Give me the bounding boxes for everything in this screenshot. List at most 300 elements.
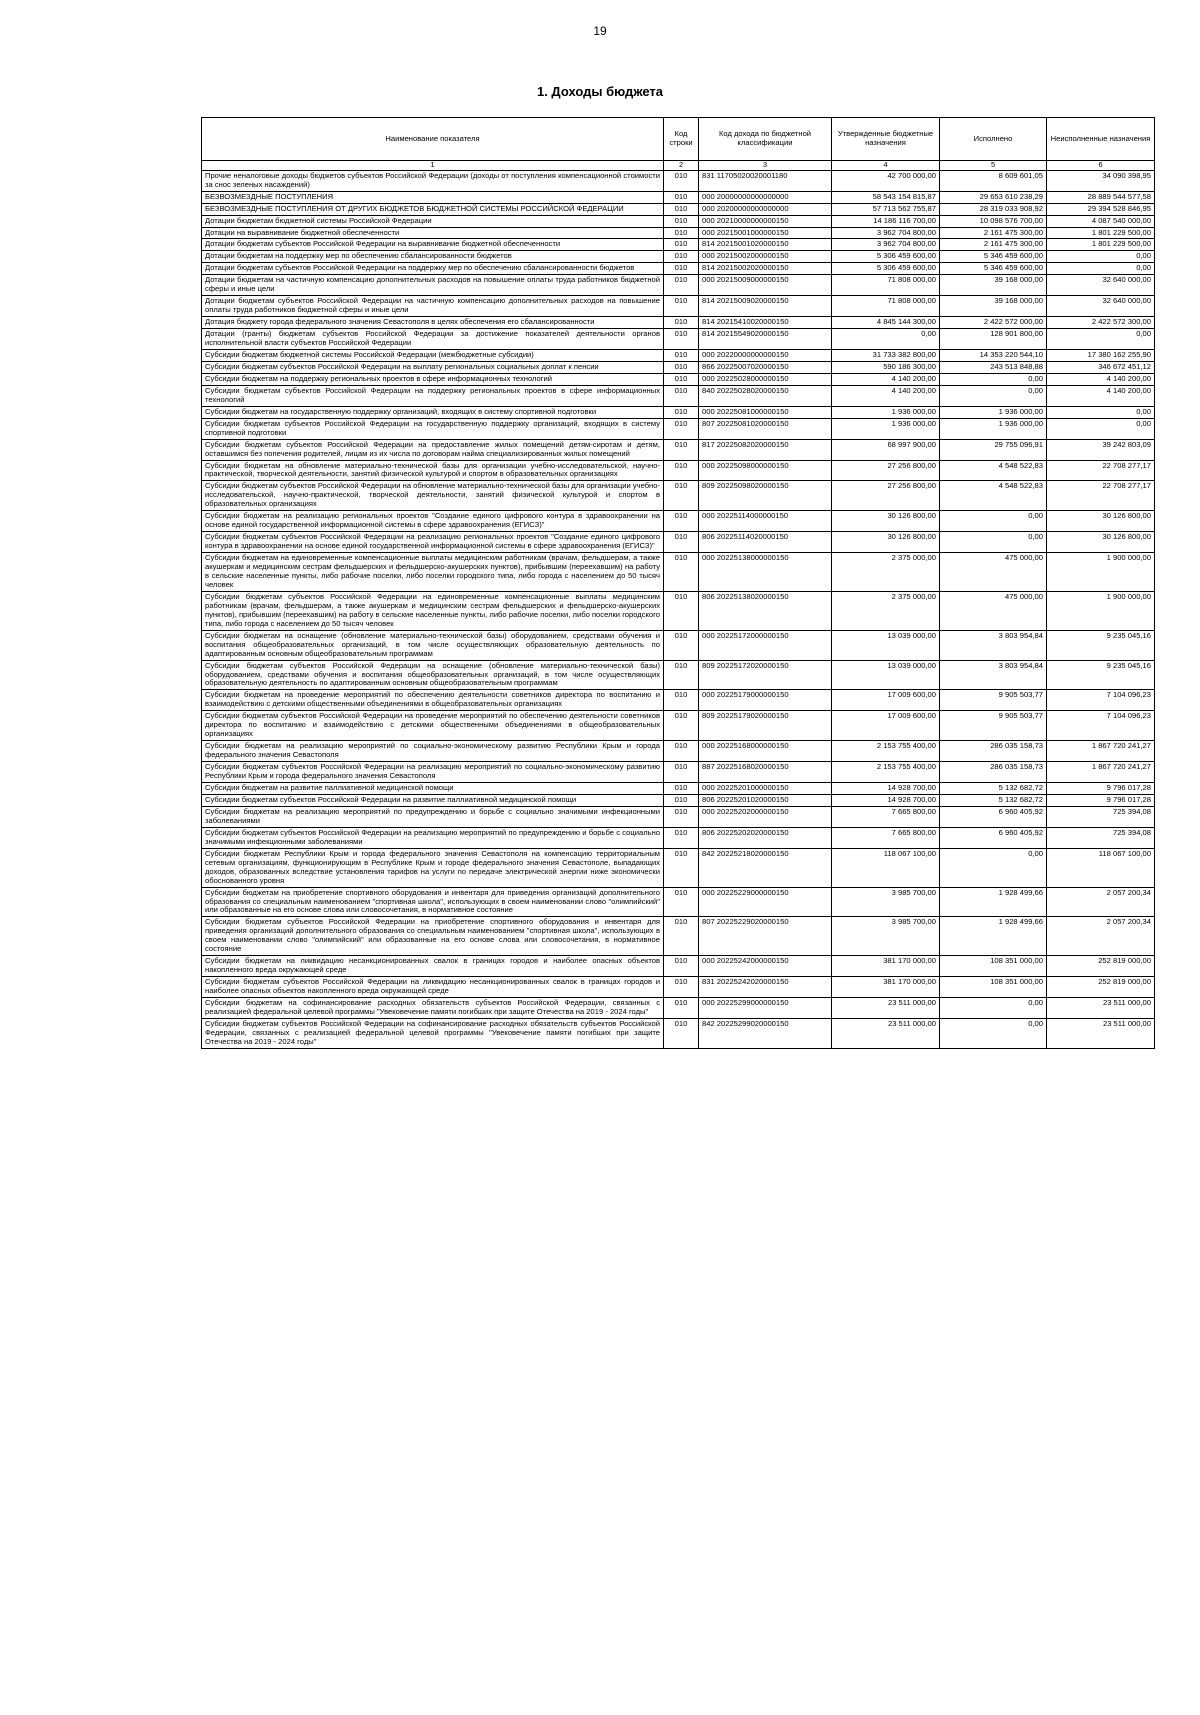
row-line-code: 010	[664, 251, 699, 263]
table-row	[202, 917, 1155, 956]
row-line-code: 010	[664, 191, 699, 203]
row-approved-amount: 0,00	[832, 329, 940, 350]
row-approved-amount: 7 665 800,00	[832, 806, 940, 827]
row-income-code: 806 20225202020000150	[699, 827, 832, 848]
table-row	[202, 191, 1155, 203]
row-approved-amount: 58 543 154 815,87	[832, 191, 940, 203]
row-unexecuted-amount: 9 235 045,16	[1047, 630, 1155, 660]
row-approved-amount: 14 928 700,00	[832, 783, 940, 795]
column-number: 5	[940, 161, 1047, 171]
row-executed-amount: 8 609 601,05	[940, 170, 1047, 191]
row-line-code: 010	[664, 711, 699, 741]
row-income-code: 000 20210000000000150	[699, 215, 832, 227]
row-income-code: 000 20225299000000150	[699, 998, 832, 1019]
row-unexecuted-amount: 1 801 229 500,00	[1047, 227, 1155, 239]
row-executed-amount: 2 422 572 000,00	[940, 317, 1047, 329]
row-income-code: 814 20215001020000150	[699, 239, 832, 251]
row-approved-amount: 118 067 100,00	[832, 848, 940, 887]
row-approved-amount: 4 140 200,00	[832, 385, 940, 406]
row-executed-amount: 6 960 405,92	[940, 806, 1047, 827]
header-executed: Исполнено	[940, 118, 1047, 161]
row-approved-amount: 3 962 704 800,00	[832, 227, 940, 239]
row-indicator-name: Субсидии бюджетам субъектов Российской Федерации на единовременные компенсационные выплаты медицинским работникам (врачам, фельдшерам, а также акушеркам и медицинским сестрам фельдшерских и фельдшерско-акушерских пунктов), прибывшим (переехавшим) на работу в сельские населенные пункты, либо рабочие поселки, либо поселки городского типа, либо города с населением до 50 тысяч человек	[202, 591, 664, 630]
row-approved-amount: 3 962 704 800,00	[832, 239, 940, 251]
row-indicator-name: Субсидии бюджетам субъектов Российской Федерации на поддержку региональных проектов в сфере информационных технологий	[202, 385, 664, 406]
header-income-code: Код дохода по бюджетной классификации	[699, 118, 832, 161]
row-approved-amount: 3 985 700,00	[832, 917, 940, 956]
row-unexecuted-amount: 28 889 544 577,58	[1047, 191, 1155, 203]
row-unexecuted-amount: 32 640 000,00	[1047, 275, 1155, 296]
row-executed-amount: 10 098 576 700,00	[940, 215, 1047, 227]
row-approved-amount: 2 375 000,00	[832, 553, 940, 592]
row-unexecuted-amount: 2 057 200,34	[1047, 887, 1155, 917]
row-executed-amount: 5 346 459 600,00	[940, 251, 1047, 263]
row-line-code: 010	[664, 806, 699, 827]
row-income-code: 887 20225168020000150	[699, 762, 832, 783]
row-approved-amount: 3 985 700,00	[832, 887, 940, 917]
row-indicator-name: Субсидии бюджетам субъектов Российской Федерации на реализацию мероприятий по социально-экономическому развитию Республики Крым и города федерального значения Севастополя	[202, 762, 664, 783]
row-line-code: 010	[664, 591, 699, 630]
row-income-code: 842 20225218020000150	[699, 848, 832, 887]
row-unexecuted-amount: 7 104 096,23	[1047, 711, 1155, 741]
table-body	[202, 170, 1155, 1048]
row-indicator-name: Субсидии бюджетам на единовременные компенсационные выплаты медицинским работникам (врачам, фельдшерам, а также акушеркам и медицинским сестрам фельдшерских и фельдшерско-акушерских пунктов), прибывшим (переехавшим) на работу в сельские населенные пункты, либо рабочие поселки, либо поселки городского типа, либо города с населением до 50 тысяч человек	[202, 553, 664, 592]
row-line-code: 010	[664, 296, 699, 317]
table-row	[202, 711, 1155, 741]
row-approved-amount: 57 713 562 755,87	[832, 203, 940, 215]
table-row	[202, 170, 1155, 191]
row-indicator-name: Субсидии бюджетам субъектов Российской Федерации на государственную поддержку организаций, входящих в систему спортивной подготовки	[202, 418, 664, 439]
row-executed-amount: 39 168 000,00	[940, 296, 1047, 317]
row-income-code: 000 20225138000000150	[699, 553, 832, 592]
row-indicator-name: Дотация бюджету города федерального значения Севастополя в целях обеспечения его сбалансированности	[202, 317, 664, 329]
table-row	[202, 783, 1155, 795]
row-unexecuted-amount: 39 242 803,09	[1047, 439, 1155, 460]
row-income-code: 000 20225242000000150	[699, 956, 832, 977]
row-line-code: 010	[664, 203, 699, 215]
row-line-code: 010	[664, 553, 699, 592]
table-row	[202, 1018, 1155, 1048]
table-row	[202, 630, 1155, 660]
row-income-code: 000 20200000000000000	[699, 203, 832, 215]
table-row	[202, 660, 1155, 690]
table-row	[202, 385, 1155, 406]
row-income-code: 806 20225138020000150	[699, 591, 832, 630]
row-unexecuted-amount: 0,00	[1047, 406, 1155, 418]
row-indicator-name: Субсидии бюджетам субъектов Российской Федерации на реализацию мероприятий по предупреждению и борьбе с социально значимыми инфекционными заболеваниями	[202, 827, 664, 848]
row-unexecuted-amount: 1 900 000,00	[1047, 591, 1155, 630]
row-income-code: 831 11705020020001180	[699, 170, 832, 191]
row-indicator-name: БЕЗВОЗМЕЗДНЫЕ ПОСТУПЛЕНИЯ	[202, 191, 664, 203]
row-executed-amount: 0,00	[940, 532, 1047, 553]
table-row	[202, 887, 1155, 917]
row-indicator-name: Субсидии бюджетам на оснащение (обновление материально-технической базы) оборудованием, средствами обучения и воспитания общеобразовательных организаций, в том числе осуществляющих образовательную деятельность по адаптированным основным общеобразовательным программам	[202, 630, 664, 660]
row-indicator-name: Субсидии бюджетам на реализацию мероприятий по социально-экономическому развитию Республики Крым и города федерального значения Севастополя	[202, 741, 664, 762]
row-indicator-name: Дотации бюджетам бюджетной системы Российской Федерации	[202, 215, 664, 227]
row-approved-amount: 4 140 200,00	[832, 373, 940, 385]
row-unexecuted-amount: 1 900 000,00	[1047, 553, 1155, 592]
row-indicator-name: Субсидии бюджетам на реализацию региональных проектов "Создание единого цифрового контура в здравоохранении на основе единой государственной информационной системы в сфере здравоохранения (ЕГИСЗ)"	[202, 511, 664, 532]
row-executed-amount: 286 035 158,73	[940, 741, 1047, 762]
row-unexecuted-amount: 30 126 800,00	[1047, 532, 1155, 553]
row-unexecuted-amount: 725 394,08	[1047, 806, 1155, 827]
row-line-code: 010	[664, 977, 699, 998]
table-row	[202, 998, 1155, 1019]
row-approved-amount: 14 186 116 700,00	[832, 215, 940, 227]
row-line-code: 010	[664, 418, 699, 439]
row-approved-amount: 23 511 000,00	[832, 1018, 940, 1048]
row-income-code: 809 20225172020000150	[699, 660, 832, 690]
row-indicator-name: Субсидии бюджетам субъектов Российской Федерации на софинансирование расходных обязательств субъектов Российской Федерации, связанных с реализацией федеральной целевой программы "Увековечение памяти погибших при защите Отечества на 2019 - 2024 годы"	[202, 1018, 664, 1048]
row-indicator-name: Субсидии бюджетам субъектов Российской Федерации на реализацию региональных проектов "Создание единого цифрового контура в здравоохранении на основе единой государственной информационной системы в сфере здравоохранения (ЕГИСЗ)"	[202, 532, 664, 553]
table-row	[202, 227, 1155, 239]
row-income-code: 000 20225114000000150	[699, 511, 832, 532]
row-approved-amount: 30 126 800,00	[832, 511, 940, 532]
row-line-code: 010	[664, 481, 699, 511]
row-line-code: 010	[664, 660, 699, 690]
row-approved-amount: 4 845 144 300,00	[832, 317, 940, 329]
row-approved-amount: 17 009 600,00	[832, 711, 940, 741]
row-unexecuted-amount: 725 394,08	[1047, 827, 1155, 848]
row-unexecuted-amount: 32 640 000,00	[1047, 296, 1155, 317]
table-row	[202, 406, 1155, 418]
row-income-code: 000 20225098000000150	[699, 460, 832, 481]
row-indicator-name: Субсидии бюджетам на приобретение спортивного оборудования и инвентаря для приведения организаций дополнительного образования со специальным наименованием "спортивная школа", использующих в своем наименовании слово "олимпийский" или образованные на его основе слова или словосочетания, в нормативное состояние	[202, 887, 664, 917]
row-income-code: 000 20225201000000150	[699, 783, 832, 795]
row-income-code: 000 20215001000000150	[699, 227, 832, 239]
row-approved-amount: 13 039 000,00	[832, 630, 940, 660]
row-executed-amount: 2 161 475 300,00	[940, 227, 1047, 239]
row-indicator-name: Субсидии бюджетам субъектов Российской Федерации на оснащение (обновление материально-технической базы) оборудованием, средствами обучения и воспитания общеобразовательных организаций, в том числе осуществляющих образовательную деятельность по адаптированным основным общеобразовательным программам	[202, 660, 664, 690]
table-row	[202, 373, 1155, 385]
row-approved-amount: 2 375 000,00	[832, 591, 940, 630]
row-income-code: 806 20225201020000150	[699, 794, 832, 806]
row-executed-amount: 1 936 000,00	[940, 406, 1047, 418]
row-unexecuted-amount: 23 511 000,00	[1047, 1018, 1155, 1048]
row-approved-amount: 381 170 000,00	[832, 977, 940, 998]
row-line-code: 010	[664, 373, 699, 385]
row-indicator-name: Субсидии бюджетам на обновление материально-технической базы для организации учебно-исследовательской, научно-практической, творческой деятельности, занятий физической культурой и спортом в образовательных организациях	[202, 460, 664, 481]
row-approved-amount: 381 170 000,00	[832, 956, 940, 977]
row-indicator-name: Дотации бюджетам субъектов Российской Федерации на поддержку мер по обеспечению сбалансированности бюджетов	[202, 263, 664, 275]
column-number: 3	[699, 161, 832, 171]
table-row	[202, 794, 1155, 806]
row-income-code: 000 20225202000000150	[699, 806, 832, 827]
row-approved-amount: 17 009 600,00	[832, 690, 940, 711]
row-indicator-name: Субсидии бюджетам субъектов Российской Федерации на проведение мероприятий по обеспечению деятельности советников директора по воспитанию и взаимодействию с детскими общественными объединениями в общеобразовательных организациях	[202, 711, 664, 741]
table-row	[202, 690, 1155, 711]
row-income-code: 000 20225229000000150	[699, 887, 832, 917]
row-indicator-name: Субсидии бюджетам на проведение мероприятий по обеспечению деятельности советников директора по воспитанию и взаимодействию с детскими общественными объединениями в общеобразовательных организациях	[202, 690, 664, 711]
row-unexecuted-amount: 23 511 000,00	[1047, 998, 1155, 1019]
row-indicator-name: Субсидии бюджетам субъектов Российской Федерации на ликвидацию несанкционированных свалок в границах городов и наиболее опасных объектов накопленного вреда окружающей среде	[202, 977, 664, 998]
row-line-code: 010	[664, 227, 699, 239]
table-row	[202, 203, 1155, 215]
row-executed-amount: 0,00	[940, 385, 1047, 406]
row-unexecuted-amount: 9 796 017,28	[1047, 783, 1155, 795]
table-row	[202, 741, 1155, 762]
table-row	[202, 806, 1155, 827]
table-row	[202, 361, 1155, 373]
row-unexecuted-amount: 22 708 277,17	[1047, 481, 1155, 511]
row-unexecuted-amount: 9 796 017,28	[1047, 794, 1155, 806]
row-executed-amount: 1 928 499,66	[940, 887, 1047, 917]
row-line-code: 010	[664, 460, 699, 481]
row-income-code: 000 20225081000000150	[699, 406, 832, 418]
table-header-row	[202, 118, 1155, 161]
column-number: 2	[664, 161, 699, 171]
row-unexecuted-amount: 0,00	[1047, 263, 1155, 275]
row-line-code: 010	[664, 275, 699, 296]
row-line-code: 010	[664, 1018, 699, 1048]
row-executed-amount: 9 905 503,77	[940, 711, 1047, 741]
row-line-code: 010	[664, 741, 699, 762]
row-indicator-name: Дотации (гранты) бюджетам субъектов Российской Федерации за достижение показателей деятельности органов исполнительной власти субъектов Российской Федерации	[202, 329, 664, 350]
row-executed-amount: 2 161 475 300,00	[940, 239, 1047, 251]
row-line-code: 010	[664, 690, 699, 711]
row-income-code: 831 20225242020000150	[699, 977, 832, 998]
row-line-code: 010	[664, 239, 699, 251]
row-line-code: 010	[664, 532, 699, 553]
row-income-code: 000 20225168000000150	[699, 741, 832, 762]
table-row	[202, 956, 1155, 977]
row-income-code: 817 20225082020000150	[699, 439, 832, 460]
table-row	[202, 263, 1155, 275]
row-income-code: 000 20220000000000150	[699, 349, 832, 361]
table-row	[202, 481, 1155, 511]
row-approved-amount: 23 511 000,00	[832, 998, 940, 1019]
row-income-code: 000 20215009000000150	[699, 275, 832, 296]
row-line-code: 010	[664, 887, 699, 917]
row-unexecuted-amount: 34 090 398,95	[1047, 170, 1155, 191]
row-executed-amount: 4 548 522,83	[940, 460, 1047, 481]
row-line-code: 010	[664, 630, 699, 660]
row-executed-amount: 108 351 000,00	[940, 977, 1047, 998]
row-unexecuted-amount: 252 819 000,00	[1047, 977, 1155, 998]
row-income-code: 000 20225172000000150	[699, 630, 832, 660]
table-row	[202, 460, 1155, 481]
row-unexecuted-amount: 0,00	[1047, 251, 1155, 263]
table-row	[202, 439, 1155, 460]
row-income-code: 000 20225179000000150	[699, 690, 832, 711]
row-line-code: 010	[664, 956, 699, 977]
page-number: 19	[593, 24, 607, 38]
row-income-code: 809 20225098020000150	[699, 481, 832, 511]
row-income-code: 000 20000000000000000	[699, 191, 832, 203]
row-executed-amount: 9 905 503,77	[940, 690, 1047, 711]
header-indicator-name: Наименование показателя	[202, 118, 664, 161]
table-row	[202, 977, 1155, 998]
row-approved-amount: 71 808 000,00	[832, 296, 940, 317]
row-approved-amount: 2 153 755 400,00	[832, 741, 940, 762]
row-income-code: 814 20215002020000150	[699, 263, 832, 275]
row-executed-amount: 475 000,00	[940, 591, 1047, 630]
row-line-code: 010	[664, 406, 699, 418]
row-line-code: 010	[664, 794, 699, 806]
row-approved-amount: 5 306 459 600,00	[832, 263, 940, 275]
row-executed-amount: 243 513 848,88	[940, 361, 1047, 373]
row-indicator-name: Дотации на выравнивание бюджетной обеспеченности	[202, 227, 664, 239]
row-executed-amount: 286 035 158,73	[940, 762, 1047, 783]
row-line-code: 010	[664, 917, 699, 956]
row-executed-amount: 5 132 682,72	[940, 783, 1047, 795]
row-executed-amount: 3 803 954,84	[940, 630, 1047, 660]
row-approved-amount: 27 256 800,00	[832, 460, 940, 481]
row-unexecuted-amount: 9 235 045,16	[1047, 660, 1155, 690]
row-executed-amount: 4 548 522,83	[940, 481, 1047, 511]
row-line-code: 010	[664, 263, 699, 275]
table-row	[202, 251, 1155, 263]
header-line-code: Код строки	[664, 118, 699, 161]
table-row	[202, 553, 1155, 592]
row-indicator-name: Субсидии бюджетам на государственную поддержку организаций, входящих в систему спортивной подготовки	[202, 406, 664, 418]
row-indicator-name: Субсидии бюджетам субъектов Российской Федерации на обновление материально-технической базы для организации учебно-исследовательской, научно-практической, творческой деятельности, занятий физической культурой и спортом в образовательных организациях	[202, 481, 664, 511]
row-indicator-name: Субсидии бюджетам бюджетной системы Российской Федерации (межбюджетные субсидии)	[202, 349, 664, 361]
row-unexecuted-amount: 29 394 528 846,95	[1047, 203, 1155, 215]
row-unexecuted-amount: 2 057 200,34	[1047, 917, 1155, 956]
row-indicator-name: Субсидии бюджетам субъектов Российской Федерации на приобретение спортивного оборудования и инвентаря для приведения организаций дополнительного образования со специальным наименованием "спортивная школа", использующих в своем наименовании слово "олимпийский" или образованные на его основе слова или словосочетания, в нормативное состояние	[202, 917, 664, 956]
row-approved-amount: 7 665 800,00	[832, 827, 940, 848]
row-indicator-name: Субсидии бюджетам на развитие паллиативной медицинской помощи	[202, 783, 664, 795]
row-unexecuted-amount: 1 867 720 241,27	[1047, 762, 1155, 783]
row-unexecuted-amount: 346 672 451,12	[1047, 361, 1155, 373]
row-executed-amount: 0,00	[940, 373, 1047, 385]
row-unexecuted-amount: 17 380 162 255,90	[1047, 349, 1155, 361]
row-indicator-name: Дотации бюджетам на поддержку мер по обеспечению сбалансированности бюджетов	[202, 251, 664, 263]
row-unexecuted-amount: 118 067 100,00	[1047, 848, 1155, 887]
table-row	[202, 848, 1155, 887]
table-row	[202, 591, 1155, 630]
budget-income-table	[201, 117, 1155, 1049]
row-unexecuted-amount: 30 126 800,00	[1047, 511, 1155, 532]
row-income-code: 809 20225179020000150	[699, 711, 832, 741]
table-row	[202, 511, 1155, 532]
row-indicator-name: Дотации бюджетам субъектов Российской Федерации на частичную компенсацию дополнительных расходов на повышение оплаты труда работников бюджетной сферы и иные цели	[202, 296, 664, 317]
row-executed-amount: 128 901 800,00	[940, 329, 1047, 350]
table-row	[202, 296, 1155, 317]
row-unexecuted-amount: 4 140 200,00	[1047, 385, 1155, 406]
column-number: 1	[202, 161, 664, 171]
row-executed-amount: 14 353 220 544,10	[940, 349, 1047, 361]
row-indicator-name: Субсидии бюджетам на поддержку региональных проектов в сфере информационных технологий	[202, 373, 664, 385]
table-row	[202, 275, 1155, 296]
row-unexecuted-amount: 4 087 540 000,00	[1047, 215, 1155, 227]
row-executed-amount: 0,00	[940, 848, 1047, 887]
row-income-code: 814 20215410020000150	[699, 317, 832, 329]
row-approved-amount: 2 153 755 400,00	[832, 762, 940, 783]
row-executed-amount: 108 351 000,00	[940, 956, 1047, 977]
table-row	[202, 762, 1155, 783]
row-income-code: 814 20215549020000150	[699, 329, 832, 350]
row-income-code: 000 20225028000000150	[699, 373, 832, 385]
column-number: 6	[1047, 161, 1155, 171]
row-unexecuted-amount: 0,00	[1047, 329, 1155, 350]
row-line-code: 010	[664, 329, 699, 350]
row-line-code: 010	[664, 170, 699, 191]
row-executed-amount: 0,00	[940, 998, 1047, 1019]
row-approved-amount: 590 186 300,00	[832, 361, 940, 373]
row-income-code: 807 20225229020000150	[699, 917, 832, 956]
row-executed-amount: 1 936 000,00	[940, 418, 1047, 439]
row-executed-amount: 6 960 405,92	[940, 827, 1047, 848]
row-unexecuted-amount: 0,00	[1047, 418, 1155, 439]
row-line-code: 010	[664, 317, 699, 329]
row-line-code: 010	[664, 349, 699, 361]
row-income-code: 840 20225028020000150	[699, 385, 832, 406]
row-indicator-name: БЕЗВОЗМЕЗДНЫЕ ПОСТУПЛЕНИЯ ОТ ДРУГИХ БЮДЖЕТОВ БЮДЖЕТНОЙ СИСТЕМЫ РОССИЙСКОЙ ФЕДЕРАЦИИ	[202, 203, 664, 215]
row-line-code: 010	[664, 385, 699, 406]
table-row	[202, 532, 1155, 553]
row-line-code: 010	[664, 762, 699, 783]
row-approved-amount: 27 256 800,00	[832, 481, 940, 511]
row-indicator-name: Субсидии бюджетам на софинансирование расходных обязательств субъектов Российской Федерации, связанных с реализацией федеральной целевой программы "Увековечение памяти погибших при защите Отечества на 2019 - 2024 годы"	[202, 998, 664, 1019]
row-indicator-name: Дотации бюджетам субъектов Российской Федерации на выравнивание бюджетной обеспеченности	[202, 239, 664, 251]
row-approved-amount: 13 039 000,00	[832, 660, 940, 690]
row-unexecuted-amount: 252 819 000,00	[1047, 956, 1155, 977]
row-approved-amount: 30 126 800,00	[832, 532, 940, 553]
row-unexecuted-amount: 2 422 572 300,00	[1047, 317, 1155, 329]
row-line-code: 010	[664, 215, 699, 227]
section-title: 1. Доходы бюджета	[536, 84, 664, 99]
row-approved-amount: 71 808 000,00	[832, 275, 940, 296]
row-executed-amount: 28 319 033 908,92	[940, 203, 1047, 215]
header-unexecuted: Неисполненные назначения	[1047, 118, 1155, 161]
row-line-code: 010	[664, 783, 699, 795]
row-executed-amount: 1 928 499,66	[940, 917, 1047, 956]
row-approved-amount: 1 936 000,00	[832, 406, 940, 418]
row-unexecuted-amount: 4 140 200,00	[1047, 373, 1155, 385]
row-executed-amount: 0,00	[940, 511, 1047, 532]
row-unexecuted-amount: 7 104 096,23	[1047, 690, 1155, 711]
row-indicator-name: Субсидии бюджетам субъектов Российской Федерации на предоставление жилых помещений детям-сиротам и детям, оставшимся без попечения родителей, лицам из их числа по договорам найма специализированных жилых помещений	[202, 439, 664, 460]
row-indicator-name: Субсидии бюджетам субъектов Российской Федерации на выплату региональных социальных доплат к пенсии	[202, 361, 664, 373]
row-income-code: 866 20225007020000150	[699, 361, 832, 373]
row-executed-amount: 39 168 000,00	[940, 275, 1047, 296]
row-indicator-name: Прочие неналоговые доходы бюджетов субъектов Российской Федерации (доходы от поступления компенсационной стоимости за снос зеленых насаждений)	[202, 170, 664, 191]
row-executed-amount: 475 000,00	[940, 553, 1047, 592]
row-approved-amount: 1 936 000,00	[832, 418, 940, 439]
row-executed-amount: 5 346 459 600,00	[940, 263, 1047, 275]
row-indicator-name: Субсидии бюджетам на ликвидацию несанкционированных свалок в границах городов и наиболее опасных объектов накопленного вреда окружающей среде	[202, 956, 664, 977]
row-unexecuted-amount: 22 708 277,17	[1047, 460, 1155, 481]
column-number: 4	[832, 161, 940, 171]
row-unexecuted-amount: 1 801 229 500,00	[1047, 239, 1155, 251]
row-income-code: 806 20225114020000150	[699, 532, 832, 553]
row-executed-amount: 29 653 610 238,29	[940, 191, 1047, 203]
row-executed-amount: 3 803 954,84	[940, 660, 1047, 690]
row-indicator-name: Дотации бюджетам на частичную компенсацию дополнительных расходов на повышение оплаты труда работников бюджетной сферы и иные цели	[202, 275, 664, 296]
row-indicator-name: Субсидии бюджетам субъектов Российской Федерации на развитие паллиативной медицинской помощи	[202, 794, 664, 806]
row-line-code: 010	[664, 511, 699, 532]
row-approved-amount: 14 928 700,00	[832, 794, 940, 806]
row-executed-amount: 5 132 682,72	[940, 794, 1047, 806]
row-approved-amount: 42 700 000,00	[832, 170, 940, 191]
table-row	[202, 418, 1155, 439]
column-number-row	[202, 161, 1155, 171]
table-row	[202, 317, 1155, 329]
row-income-code: 000 20215002000000150	[699, 251, 832, 263]
table-row	[202, 329, 1155, 350]
row-indicator-name: Субсидии бюджетам на реализацию мероприятий по предупреждению и борьбе с социально значимыми инфекционными заболеваниями	[202, 806, 664, 827]
row-indicator-name: Субсидии бюджетам Республики Крым и города федерального значения Севастополя на компенсацию территориальным сетевым организациям, функционирующим в Республике Крым и городе федерального значения Севастополе, выпадающих доходов, образованных вследствие установления тарифов на услуги по передаче электрической энергии ниже экономически обоснованного уровня	[202, 848, 664, 887]
table-row	[202, 239, 1155, 251]
row-income-code: 842 20225299020000150	[699, 1018, 832, 1048]
row-unexecuted-amount: 1 867 720 241,27	[1047, 741, 1155, 762]
table-row	[202, 349, 1155, 361]
header-approved: Утвержденные бюджетные назначения	[832, 118, 940, 161]
row-executed-amount: 29 755 096,91	[940, 439, 1047, 460]
row-approved-amount: 5 306 459 600,00	[832, 251, 940, 263]
